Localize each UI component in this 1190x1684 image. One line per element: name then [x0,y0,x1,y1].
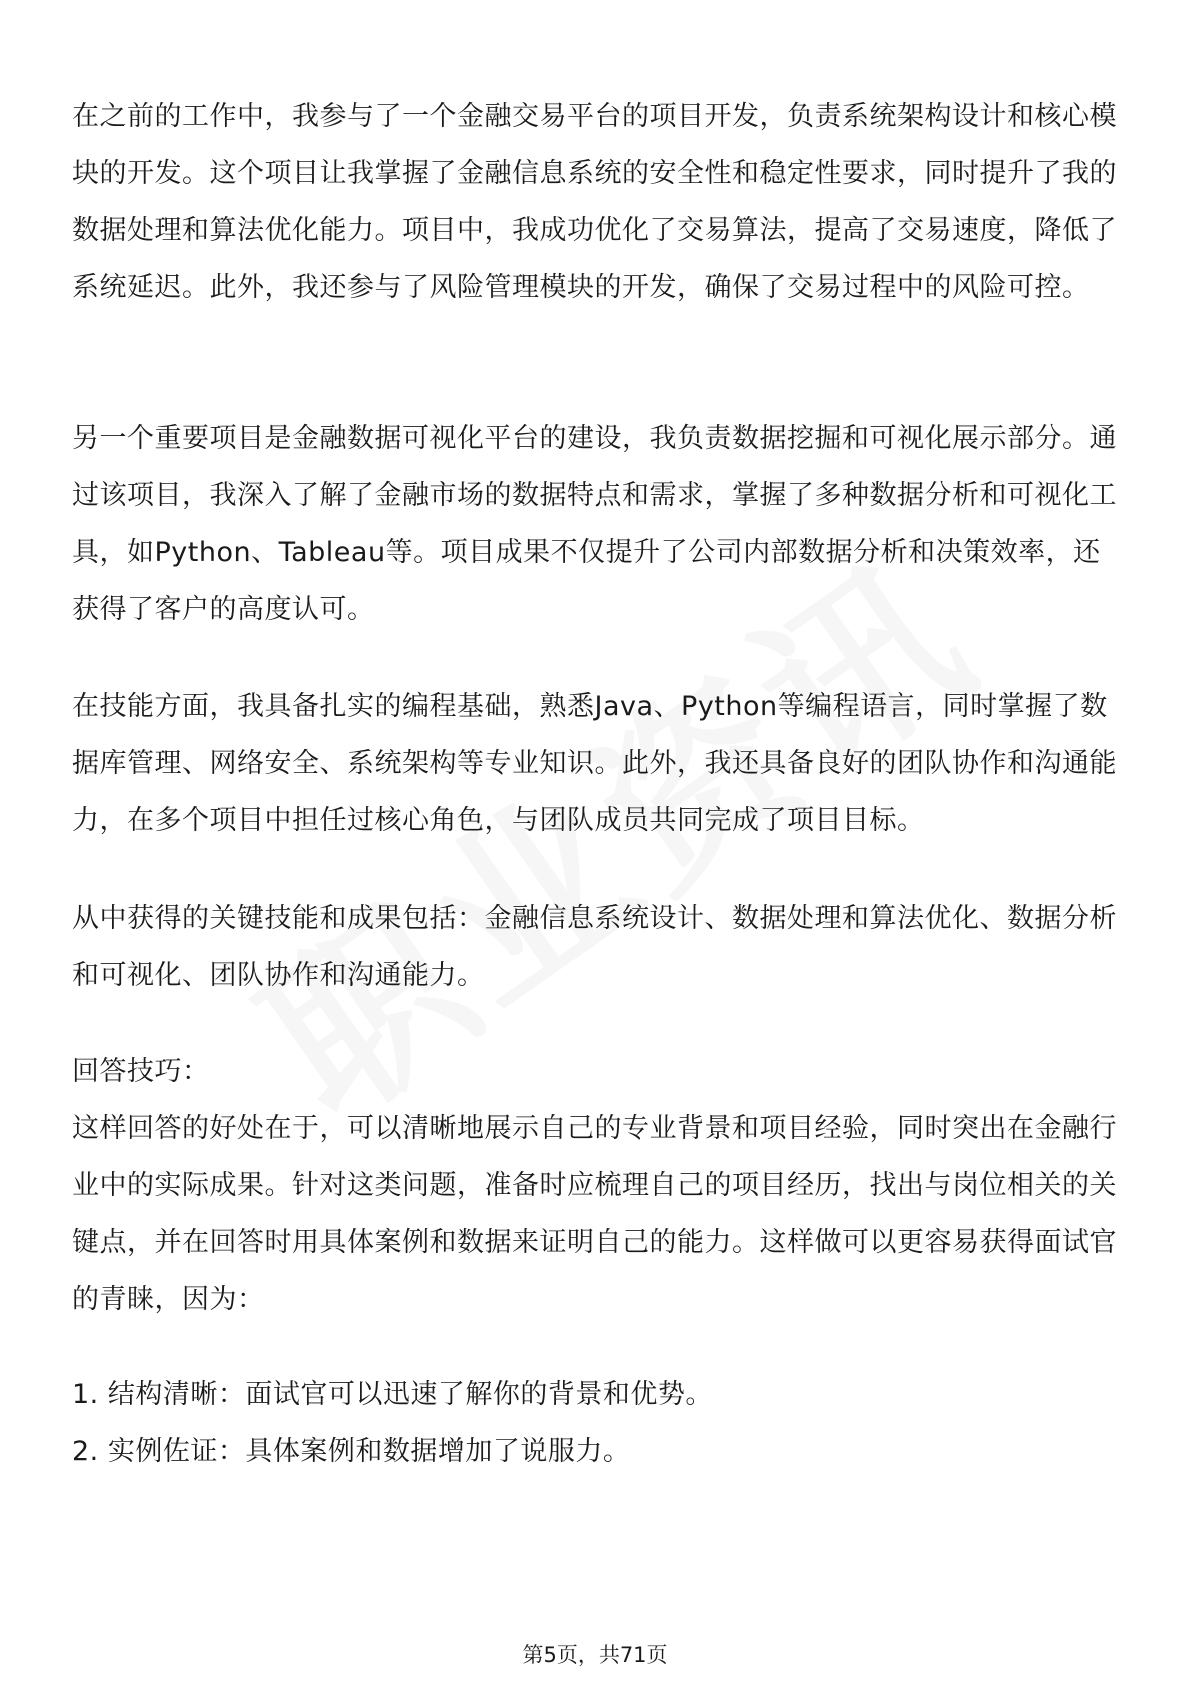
list-item-2: 2. 实例佐证：具体案例和数据增加了说服力。 [72,1436,631,1467]
paragraph-4: 从中获得的关键技能和成果包括：金融信息系统设计、数据处理和算法优化、数据分析和可视化、团队协作和沟通能力。 [72,903,1117,991]
paragraph-2: 另一个重要项目是金融数据可视化平台的建设，我负责数据挖掘和可视化展示部分。通过该项目，我深入了解了金融市场的数据特点和需求，掌握了多种数据分析和可视化工具，如Python、Tableau等。项目成果不仅提升了公司内部数据分析和决策效率，还获得了客户的高度认可。 [72,423,1117,625]
tips-body: 这样回答的好处在于，可以清晰地展示自己的专业背景和项目经验，同时突出在金融行业中的实际成果。针对这类问题，准备时应梳理自己的项目经历，找出与岗位相关的关键点，并在回答时用具体案例和数据来证明自己的能力。这样做可以更容易获得面试官的青睐，因为： [72,1113,1117,1315]
paragraph-3: 在技能方面，我具备扎实的编程基础，熟悉Java、Python等编程语言，同时掌握了数据库管理、网络安全、系统架构等专业知识。此外，我还具备良好的团队协作和沟通能力，在多个项目中担任过核心角色，与团队成员共同完成了项目目标。 [72,691,1117,836]
list-item-1: 1. 结构清晰：面试官可以迅速了解你的背景和优势。 [72,1379,713,1410]
page-number-footer: 第5页，共71页 [522,1643,668,1667]
tips-heading: 回答技巧： [72,1056,210,1087]
paragraph-1: 在之前的工作中，我参与了一个金融交易平台的项目开发，负责系统架构设计和核心模块的开发。这个项目让我掌握了金融信息系统的安全性和稳定性要求，同时提升了我的数据处理和算法优化能力。项目中，我成功优化了交易算法，提高了交易速度，降低了系统延迟。此外，我还参与了风险管理模块的开发，确保了交易过程中的风险可控。 [72,101,1117,303]
document-page [72,0,1118,1684]
